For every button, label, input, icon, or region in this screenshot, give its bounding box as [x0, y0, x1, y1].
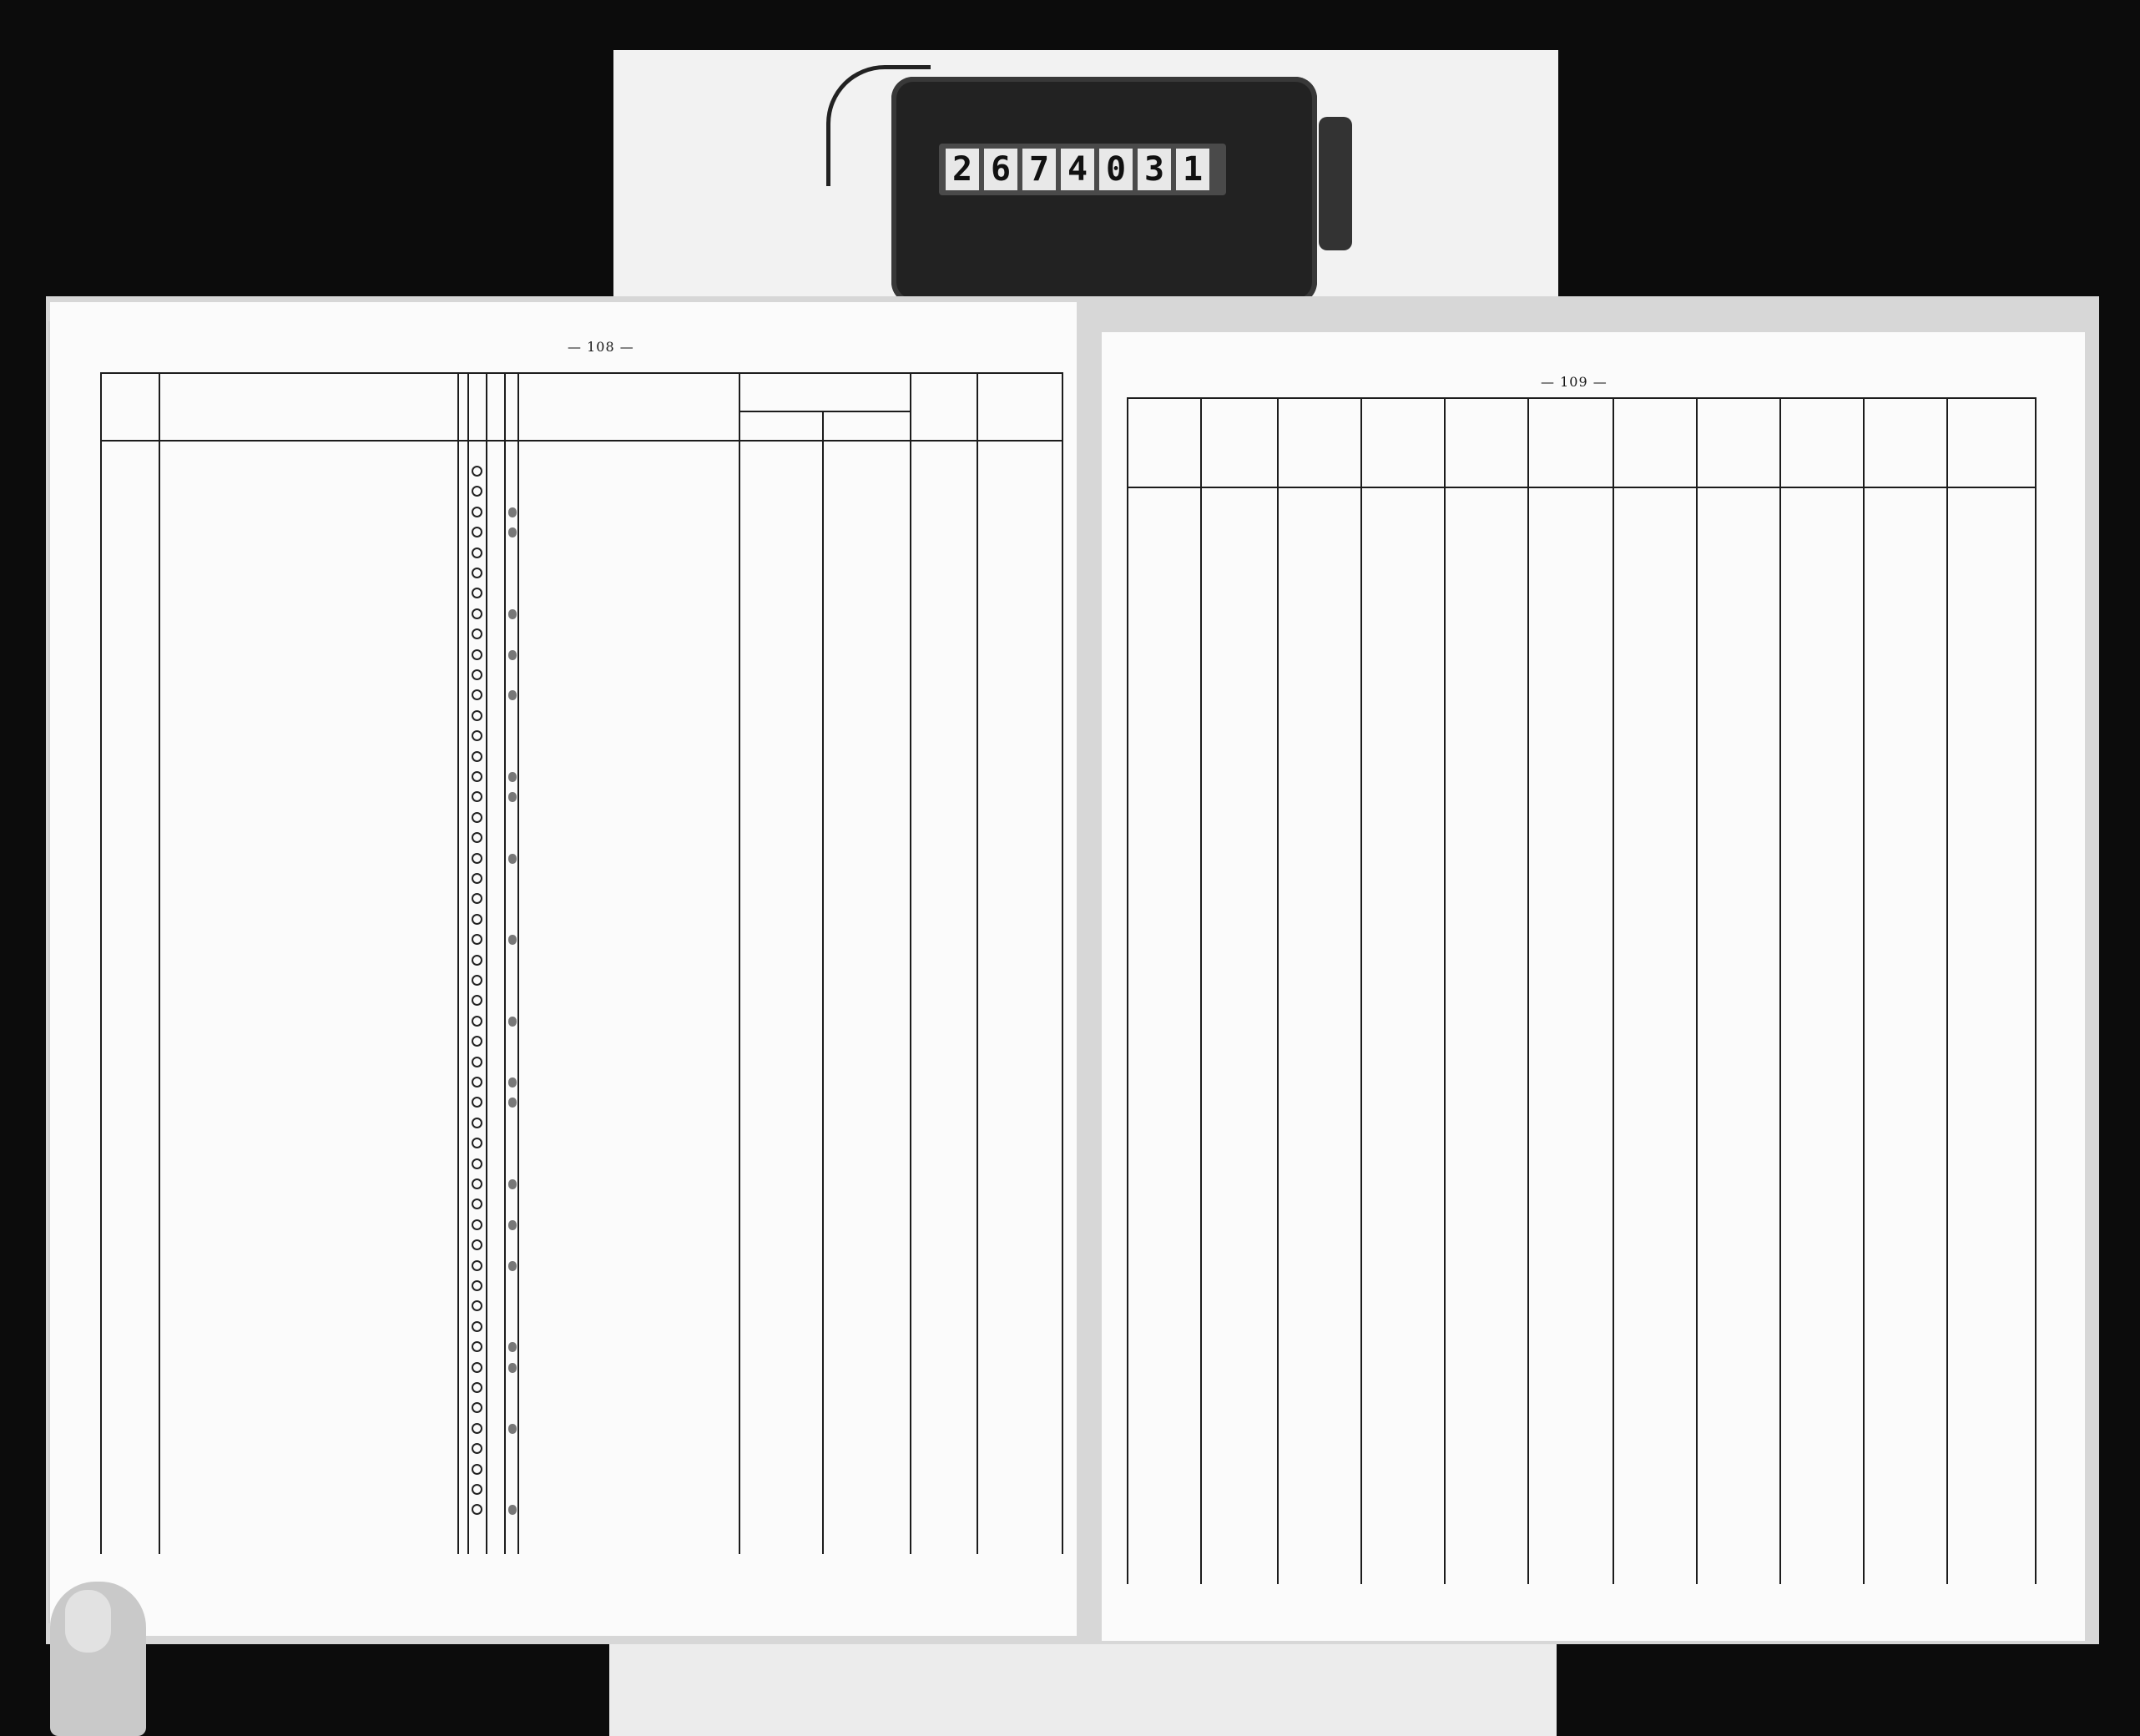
ring-mark: [472, 751, 482, 762]
ring-mark: [472, 1464, 482, 1475]
page-number-right: — 109 —: [1541, 374, 1608, 390]
sa-badge-mark: [508, 1424, 517, 1434]
ring-mark: [472, 669, 482, 680]
sa-badge-mark: [508, 507, 517, 517]
column-rule: [1062, 372, 1063, 1554]
thumbnail-nail: [65, 1590, 111, 1653]
ring-mark: [472, 568, 482, 578]
counter-digit: 3: [1138, 149, 1171, 190]
ring-mark: [472, 1443, 482, 1454]
counter-digit: 1: [1176, 149, 1209, 190]
counter-digit: 0: [1099, 149, 1133, 190]
ring-mark: [472, 995, 482, 1006]
ring-mark: [472, 1402, 482, 1413]
counter-digit: 7: [1022, 149, 1056, 190]
ring-mark: [472, 832, 482, 843]
ring-mark: [472, 771, 482, 782]
ring-mark: [472, 1036, 482, 1047]
column-rule: [1360, 397, 1362, 1584]
column-rule: [1127, 397, 1128, 1584]
ring-mark: [472, 955, 482, 966]
column-rule: [457, 372, 459, 1554]
ring-mark: [472, 486, 482, 497]
column-rule: [1527, 397, 1529, 1584]
sa-badge-mark: [508, 1098, 517, 1108]
counter-digit: 2: [946, 149, 979, 190]
ring-mark: [472, 1382, 482, 1393]
column-rule: [1863, 397, 1865, 1584]
ring-mark: [472, 1300, 482, 1311]
ring-mark: [472, 527, 482, 537]
ring-mark: [472, 934, 482, 945]
column-rule: [504, 372, 506, 1554]
ring-mark: [472, 975, 482, 986]
table-header-rule: [100, 440, 1062, 442]
sa-badge-mark: [508, 1179, 517, 1189]
column-rule: [910, 372, 911, 1554]
column-rule: [467, 372, 469, 1554]
ring-mark: [472, 1057, 482, 1067]
sa-badge-mark: [508, 772, 517, 782]
frame-counter-display: [939, 144, 1226, 195]
ring-mark: [472, 893, 482, 904]
column-rule: [1277, 397, 1279, 1584]
ring-mark: [472, 1504, 482, 1515]
ring-mark: [472, 1321, 482, 1332]
column-rule: [1444, 397, 1446, 1584]
sa-badge-mark: [508, 1342, 517, 1352]
column-rule: [486, 372, 487, 1554]
sa-badge-mark: [508, 650, 517, 660]
column-rule: [2035, 397, 2037, 1584]
partei-subcolumn-rule: [822, 411, 824, 1554]
counter-digit: 4: [1061, 149, 1094, 190]
sa-badge-mark: [508, 527, 517, 537]
ring-mark: [472, 608, 482, 619]
ring-mark: [472, 812, 482, 823]
column-rule: [977, 372, 978, 1554]
sa-badge-mark: [508, 1220, 517, 1230]
sa-badge-mark: [508, 1261, 517, 1271]
ring-mark: [472, 710, 482, 721]
ring-mark: [472, 1341, 482, 1352]
ring-mark: [472, 1118, 482, 1128]
column-rule: [1946, 397, 1948, 1584]
ring-mark: [472, 1138, 482, 1148]
column-rule: [1779, 397, 1781, 1584]
bottom-backdrop-sheet: [609, 1632, 1557, 1736]
ring-mark: [472, 853, 482, 864]
sa-badge-mark: [508, 1017, 517, 1027]
ring-mark: [472, 1423, 482, 1434]
column-rule: [739, 372, 740, 1554]
ring-mark: [472, 507, 482, 517]
column-rule: [1613, 397, 1614, 1584]
ring-mark: [472, 1280, 482, 1291]
counter-knob: [1319, 117, 1352, 250]
ring-mark: [472, 1178, 482, 1189]
counter-digit: 6: [984, 149, 1017, 190]
column-rule: [159, 372, 160, 1554]
ring-mark: [472, 1097, 482, 1108]
ring-mark: [472, 689, 482, 700]
partei-subheader-rule: [739, 411, 910, 412]
table-header-rule: [1127, 487, 2035, 488]
column-rule: [517, 372, 519, 1554]
ring-mark: [472, 914, 482, 925]
ring-mark: [472, 1199, 482, 1209]
right-page: [1102, 332, 2085, 1641]
ring-mark: [472, 466, 482, 477]
ring-mark: [472, 1077, 482, 1088]
ring-mark: [472, 730, 482, 741]
ring-mark: [472, 1362, 482, 1373]
ring-mark: [472, 548, 482, 558]
ring-mark: [472, 628, 482, 639]
sa-badge-mark: [508, 792, 517, 802]
ring-mark: [472, 1260, 482, 1271]
sa-badge-mark: [508, 1077, 517, 1088]
ring-mark: [472, 1158, 482, 1169]
sa-badge-mark: [508, 1363, 517, 1373]
column-rule: [100, 372, 102, 1554]
sa-badge-mark: [508, 690, 517, 700]
page-number-left: — 108 —: [568, 339, 634, 355]
sa-badge-mark: [508, 1505, 517, 1515]
sa-badge-mark: [508, 854, 517, 864]
ring-mark: [472, 1219, 482, 1230]
ring-mark: [472, 649, 482, 660]
column-rule: [1200, 397, 1202, 1584]
ring-mark: [472, 1016, 482, 1027]
ring-mark: [472, 791, 482, 802]
ring-mark: [472, 1239, 482, 1250]
sa-badge-mark: [508, 609, 517, 619]
sa-badge-mark: [508, 935, 517, 945]
left-page: [50, 302, 1077, 1636]
column-rule: [1696, 397, 1698, 1584]
ring-mark: [472, 588, 482, 598]
ring-mark: [472, 873, 482, 884]
table-top-rule: [100, 372, 1062, 374]
table-top-rule: [1127, 397, 2035, 399]
ring-mark: [472, 1484, 482, 1495]
